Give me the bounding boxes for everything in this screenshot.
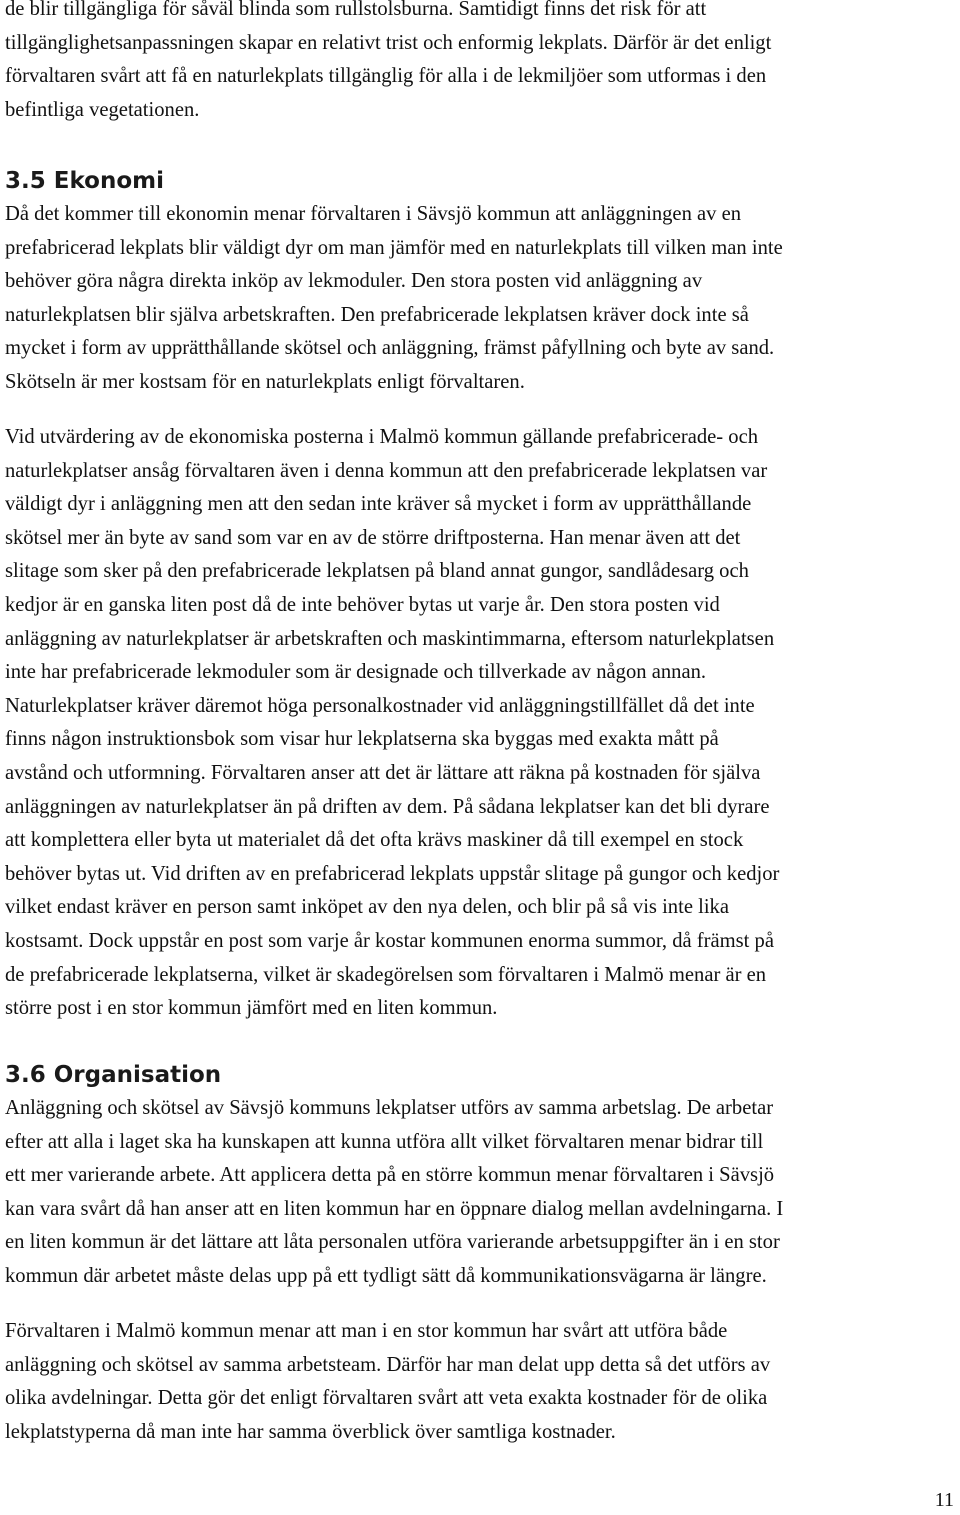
text-line: finns någon instruktionsbok som visar hur lekplatserna ska byggas med exakta mått på (5, 728, 719, 751)
section-heading-organisation: 3.6 Organisation (5, 1062, 222, 1088)
text-line: ett mer varierande arbete. Att applicera detta på en större kommun menar förvaltaren i Sävsjö (5, 1164, 775, 1187)
text-line: kostsamt. Dock uppstår en post som varje år kostar kommunen enorma summor, då främst på (5, 929, 774, 952)
text-line: skötsel mer än byte av sand som var en av de större driftposterna. Han menar även att det (5, 526, 741, 549)
text-line: behöver bytas ut. Vid driften av en prefabricerad lekplats uppstår slitage på gungor och kedjor (5, 862, 780, 885)
text-line: Anläggning och skötsel av Sävsjö kommuns lekplatser utförs av samma arbetslag. De arbetar (5, 1097, 774, 1119)
section-heading-ekonomi: 3.5 Ekonomi (5, 168, 164, 194)
text-line: avstånd och utformning. Förvaltaren anser att det är lättare att räkna på kostnaden för själva (5, 761, 761, 784)
text-line: lekplatstyperna då man inte har samma överblick över samtliga kostnader. (5, 1420, 616, 1443)
text-line: väldigt dyr i anläggning men att den sedan inte kräver så mycket i form av upprätthållande (5, 493, 752, 516)
page-number: 11 (934, 1489, 954, 1511)
text-line: de blir tillgängliga för såväl blinda som rullstolsburna. Samtidigt finns det risk för att (5, 0, 707, 20)
text-line: Vid utvärdering av de ekonomiska posterna i Malmö kommun gällande prefabricerade- och (5, 426, 759, 448)
text-line: naturlekplatser ansåg förvaltaren även i denna kommun att den prefabricerade lekplatsen var (5, 459, 768, 482)
text-line: efter att alla i laget ska ha kunskapen att kunna utföra allt vilket förvaltaren menar bidrar till (5, 1130, 764, 1153)
text-line: mycket i form av upprätthållande skötsel och anläggning, främst påfyllning och byte av sand. (5, 337, 775, 360)
text-line: Naturlekplatser kräver däremot höga personalkostnader vid anläggningstillfället då det inte (5, 694, 755, 717)
text-line: inte har prefabricerade lekmoduler som är designade och tillverkade av någon annan. (5, 661, 707, 684)
text-line: en liten kommun är det lättare att låta personalen utföra varierande arbetsuppgifter än i en stor (5, 1231, 780, 1254)
text-line: större post i en stor kommun jämfört med en liten kommun. (5, 997, 498, 1020)
text-line: vilket endast kräver en person samt inköpet av den nya delen, och blir på så vis inte lika (5, 896, 729, 919)
text-line: kedjor är en ganska liten post då de inte behöver bytas ut varje år. Den stora posten vid (5, 593, 720, 616)
text-line: att komplettera eller byta ut materialet då det ofta krävs maskiner då till exempel en stock (5, 829, 744, 852)
text-line: prefabricerad lekplats blir väldigt dyr om man jämför med en naturlekplats till vilken man inte (5, 236, 783, 259)
organisation-paragraph-1 (5, 1092, 783, 1294)
text-line: tillgänglighetsanpassningen skapar en relativt trist och enformig lekplats. Därför är det enligt (5, 31, 772, 54)
text-line: anläggning och skötsel av samma arbetsteam. Därför har man delat upp detta så det utförs av (5, 1353, 771, 1376)
text-line: Förvaltaren i Malmö kommun menar att man i en stor kommun har svårt att utföra både (5, 1320, 728, 1342)
text-line: kan vara svårt då han anser att en liten kommun har en öppnare dialog mellan avdelningarna. I (5, 1197, 784, 1220)
text-line: slitage som sker på den prefabricerade lekplatsen på bland annat gungor, sandlådesarg och (5, 560, 749, 583)
text-line: befintliga vegetationen. (5, 98, 200, 121)
intro-paragraph (5, 0, 771, 127)
text-line: anläggningen av naturlekplatser än på driften av dem. På sådana lekplatser kan det bli dyrare (5, 795, 770, 818)
text-line: anläggning av naturlekplatser är arbetskraften och maskintimmarna, eftersom naturlekplatsen (5, 627, 775, 650)
text-line: förvaltaren svårt att få en naturlekplats tillgänglig för alla i de lekmiljöer som utformas i den (5, 65, 767, 88)
ekonomi-paragraph-2 (5, 421, 779, 1026)
ekonomi-paragraph-1 (5, 198, 783, 400)
organisation-paragraph-2 (5, 1315, 770, 1449)
text-line: de prefabricerade lekplatserna, vilket är skadegörelsen som förvaltaren i Malmö menar är en (5, 963, 767, 986)
text-line: olika avdelningar. Detta gör det enligt förvaltaren svårt att veta exakta kostnader för de olika (5, 1387, 768, 1410)
text-line: Skötseln är mer kostsam för en naturlekplats enligt förvaltaren. (5, 370, 525, 393)
text-line: kommun där arbetet måste delas upp på ett tydligt sätt då kommunikationsvägarna är längre. (5, 1264, 767, 1287)
text-line: Då det kommer till ekonomin menar förvaltaren i Sävsjö kommun att anläggningen av en (5, 203, 742, 225)
text-line: behöver göra några direkta inköp av lekmoduler. Den stora posten vid anläggning av (5, 270, 703, 293)
text-line: naturlekplatsen blir själva arbetskraften. Den prefabricerade lekplatsen kräver dock inte så (5, 303, 749, 326)
